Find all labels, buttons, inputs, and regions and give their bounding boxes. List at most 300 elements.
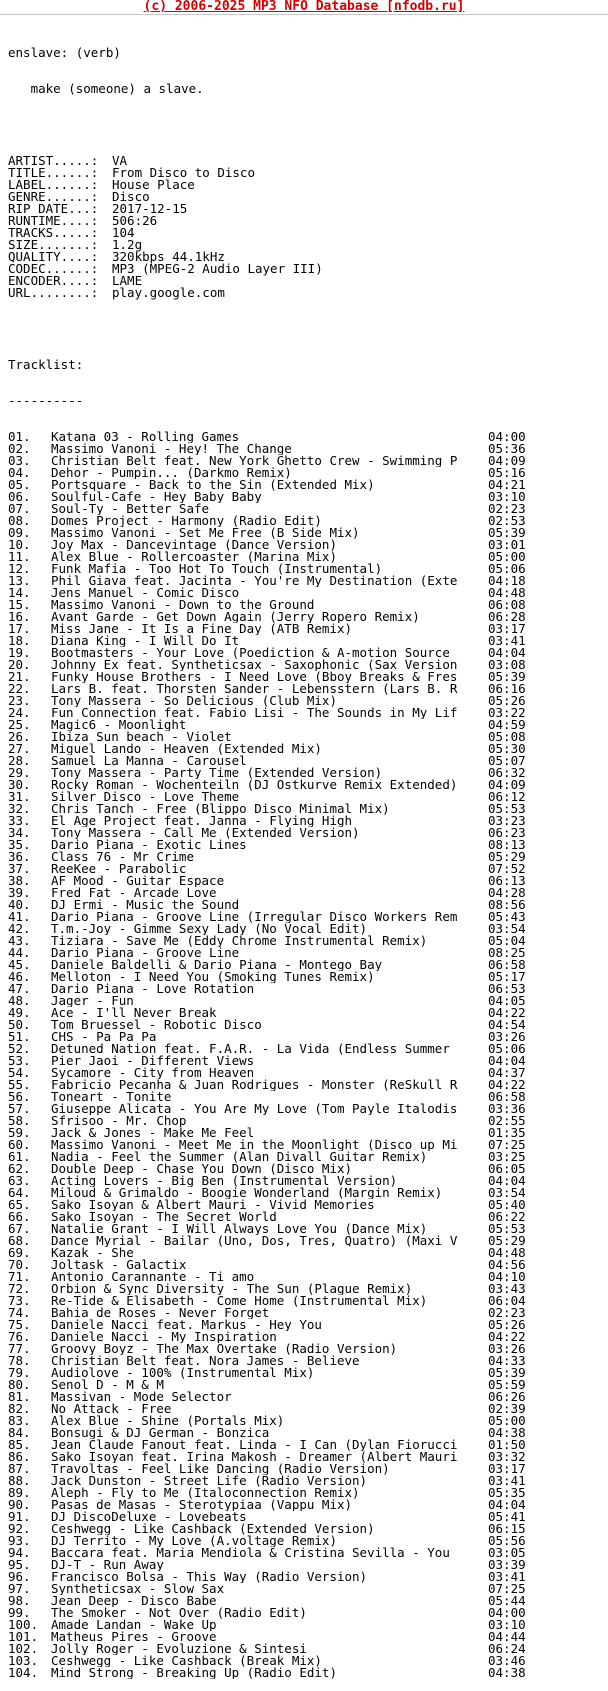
track-row xyxy=(8,1655,603,1667)
track-duration: 05:59 xyxy=(488,1377,526,1392)
track-duration: 04:21 xyxy=(488,477,526,492)
track-number: 33. xyxy=(8,813,31,828)
track-number: 86. xyxy=(8,1449,31,1464)
track-duration: 06:23 xyxy=(488,825,526,840)
track-title: El Age Project feat. Janna - Flying High xyxy=(51,815,353,827)
track-row xyxy=(8,1547,603,1559)
info-field-key: URL........: xyxy=(8,285,99,300)
track-title: Sako Isoyan - The Secret World xyxy=(51,1211,277,1223)
tracklist-heading: Tracklist: xyxy=(8,359,84,371)
track-number: 54. xyxy=(8,1065,31,1080)
track-number: 10. xyxy=(8,537,31,552)
track-number: 22. xyxy=(8,681,31,696)
track-number: 85. xyxy=(8,1437,31,1452)
track-title: Tony Massera - So Delicious (Club Mix) xyxy=(51,695,337,707)
track-title: Re-Tide & Elisabeth - Come Home (Instrumental Mix) xyxy=(51,1295,428,1307)
track-duration: 08:13 xyxy=(488,837,526,852)
site-header-link[interactable]: (c) 2006-2025 MP3 NFO Database [nfodb.ru] xyxy=(0,0,608,15)
track-duration: 05:29 xyxy=(488,1233,526,1248)
track-title: Tiziara - Save Me (Eddy Chrome Instrumental Remix) xyxy=(51,935,428,947)
track-number: 44. xyxy=(8,945,31,960)
track-duration: 04:04 xyxy=(488,645,526,660)
track-duration: 03:46 xyxy=(488,1653,526,1668)
track-title: Miguel Lando - Heaven (Extended Mix) xyxy=(51,743,322,755)
track-number: 06. xyxy=(8,489,31,504)
track-title: Bonsugi & DJ German - Bonzica xyxy=(51,1427,270,1439)
track-duration: 08:56 xyxy=(488,897,526,912)
track-title: Ace - I'll Never Break xyxy=(51,1007,217,1019)
track-duration: 02:55 xyxy=(488,1113,526,1128)
track-row xyxy=(8,1535,603,1547)
track-duration: 05:30 xyxy=(488,741,526,756)
track-title: ReeKee - Parabolic xyxy=(51,863,187,875)
track-duration: 04:38 xyxy=(488,1665,526,1680)
info-field-value: 1.2g xyxy=(112,237,143,252)
track-number: 37. xyxy=(8,861,31,876)
definition-meaning: make (someone) a slave. xyxy=(8,83,204,95)
track-number: 82. xyxy=(8,1401,31,1416)
track-number: 13. xyxy=(8,573,31,588)
track-number: 67. xyxy=(8,1221,31,1236)
track-number: 55. xyxy=(8,1077,31,1092)
track-title: Chris Tanch - Free (Blippo Disco Minimal Mix) xyxy=(51,803,390,815)
track-duration: 03:26 xyxy=(488,1341,526,1356)
track-title: Miss Jane - It Is a Fine Day (ATB Remix) xyxy=(51,623,353,635)
track-title: Massivan - Mode Selector xyxy=(51,1391,232,1403)
track-number: 102. xyxy=(8,1641,39,1656)
track-duration: 06:08 xyxy=(488,597,526,612)
track-duration: 03:41 xyxy=(488,1473,526,1488)
track-number: 23. xyxy=(8,693,31,708)
info-field-value: House Place xyxy=(112,177,195,192)
track-number: 77. xyxy=(8,1341,31,1356)
track-title: Francisco Bolsa - This Way (Radio Version) xyxy=(51,1571,368,1583)
track-duration: 04:48 xyxy=(488,1245,526,1260)
track-title: Dehor - Pumpin... (Darkmo Remix) xyxy=(51,467,292,479)
track-number: 97. xyxy=(8,1581,31,1596)
track-title: DJ Territo - My Love (A.voltage Remix) xyxy=(51,1535,337,1547)
track-number: 73. xyxy=(8,1293,31,1308)
track-title: Daniele Nacci feat. Markus - Hey You xyxy=(51,1319,322,1331)
info-field-key: GENRE......: xyxy=(8,189,99,204)
track-number: 21. xyxy=(8,669,31,684)
track-duration: 06:53 xyxy=(488,981,526,996)
track-title: AF Mood - Guitar Espace xyxy=(51,875,225,887)
track-number: 88. xyxy=(8,1473,31,1488)
track-number: 68. xyxy=(8,1233,31,1248)
track-duration: 04:48 xyxy=(488,585,526,600)
track-number: 18. xyxy=(8,633,31,648)
info-field-key: TRACKS.....: xyxy=(8,225,99,240)
track-number: 72. xyxy=(8,1281,31,1296)
track-number: 15. xyxy=(8,597,31,612)
track-title: Jean Deep - Disco Babe xyxy=(51,1595,217,1607)
track-title: Pier Jaoi - Different Views xyxy=(51,1055,255,1067)
track-duration: 05:08 xyxy=(488,729,526,744)
track-number: 71. xyxy=(8,1269,31,1284)
track-number: 32. xyxy=(8,801,31,816)
track-row xyxy=(8,1667,603,1679)
track-row xyxy=(8,1631,603,1643)
track-title: Massimo Vanoni - Hey! The Change xyxy=(51,443,292,455)
track-number: 103. xyxy=(8,1653,39,1668)
track-title: CHS - Pa Pa Pa xyxy=(51,1031,157,1043)
track-title: Jolly Roger - Evoluzione & Sintesi xyxy=(51,1643,307,1655)
track-duration: 03:26 xyxy=(488,1029,526,1044)
track-number: 16. xyxy=(8,609,31,624)
info-field-value: 506:26 xyxy=(112,213,158,228)
track-duration: 05:43 xyxy=(488,909,526,924)
track-duration: 03:05 xyxy=(488,1545,526,1560)
track-duration: 06:12 xyxy=(488,789,526,804)
track-number: 93. xyxy=(8,1533,31,1548)
track-number: 76. xyxy=(8,1329,31,1344)
track-number: 38. xyxy=(8,873,31,888)
track-number: 100. xyxy=(8,1617,39,1632)
track-title: DJ DiscoDeluxe - Lovebeats xyxy=(51,1511,247,1523)
track-duration: 04:22 xyxy=(488,1005,526,1020)
track-number: 46. xyxy=(8,969,31,984)
track-duration: 06:16 xyxy=(488,681,526,696)
track-duration: 04:38 xyxy=(488,1425,526,1440)
track-number: 79. xyxy=(8,1365,31,1380)
track-number: 09. xyxy=(8,525,31,540)
track-title: Detuned Nation feat. F.A.R. - La Vida (Endless Summer xyxy=(51,1043,450,1055)
track-title: Massimo Vanoni - Set Me Free (B Side Mix) xyxy=(51,527,360,539)
info-field-key: SIZE.......: xyxy=(8,237,99,252)
track-title: Christian Belt feat. Nora James - Believe xyxy=(51,1355,360,1367)
track-number: 27. xyxy=(8,741,31,756)
track-title: Christian Belt feat. New York Ghetto Crew - Swimming P xyxy=(51,455,458,467)
track-title: Amade Landan - Wake Up xyxy=(51,1619,217,1631)
track-duration: 03:41 xyxy=(488,1569,526,1584)
track-title: Melloton - I Need You (Smoking Tunes Remix) xyxy=(51,971,375,983)
track-title: Alex Blue - Shine (Portals Mix) xyxy=(51,1415,285,1427)
track-duration: 05:07 xyxy=(488,753,526,768)
track-title: Daniele Baldelli & Dario Piana - Montego Bay xyxy=(51,959,383,971)
track-duration: 06:58 xyxy=(488,957,526,972)
track-number: 42. xyxy=(8,921,31,936)
track-title: Kazak - She xyxy=(51,1247,134,1259)
track-number: 41. xyxy=(8,909,31,924)
track-duration: 05:17 xyxy=(488,969,526,984)
info-field-key: TITLE......: xyxy=(8,165,99,180)
track-title: Katana 03 - Rolling Games xyxy=(51,431,240,443)
track-title: Jack Dunston - Street Life (Radio Version) xyxy=(51,1475,368,1487)
track-title: Bootmasters - Your Love (Poediction & A-motion Source xyxy=(51,647,450,659)
track-number: 60. xyxy=(8,1137,31,1152)
track-number: 30. xyxy=(8,777,31,792)
info-field-value: play.google.com xyxy=(112,285,225,300)
track-number: 34. xyxy=(8,825,31,840)
track-title: Tony Massera - Call Me (Extended Version) xyxy=(51,827,360,839)
track-title: Funky House Brothers - I Need Love (Bboy Breaks & Fres xyxy=(51,671,458,683)
track-number: 84. xyxy=(8,1425,31,1440)
track-duration: 04:22 xyxy=(488,1077,526,1092)
track-title: Syntheticsax - Slow Sax xyxy=(51,1583,225,1595)
track-number: 78. xyxy=(8,1353,31,1368)
track-title: Dario Piana - Groove Line xyxy=(51,947,240,959)
info-field xyxy=(8,287,603,299)
track-title: Silver Disco - Love Theme xyxy=(51,791,240,803)
track-number: 11. xyxy=(8,549,31,564)
track-duration: 05:04 xyxy=(488,933,526,948)
track-number: 53. xyxy=(8,1053,31,1068)
track-duration: 06:13 xyxy=(488,873,526,888)
track-title: Tom Bruessel - Robotic Disco xyxy=(51,1019,262,1031)
track-number: 12. xyxy=(8,561,31,576)
tracklist-underline: ---------- xyxy=(8,395,84,407)
track-duration: 04:22 xyxy=(488,1329,526,1344)
track-title: Sfrisoo - Mr. Chop xyxy=(51,1115,187,1127)
release-info xyxy=(8,155,603,299)
track-duration: 04:04 xyxy=(488,1497,526,1512)
track-number: 92. xyxy=(8,1521,31,1536)
track-number: 87. xyxy=(8,1461,31,1476)
info-field-key: QUALITY....: xyxy=(8,249,99,264)
track-title: Soul-Ty - Better Safe xyxy=(51,503,210,515)
track-duration: 04:56 xyxy=(488,1257,526,1272)
track-duration: 04:28 xyxy=(488,885,526,900)
track-duration: 05:53 xyxy=(488,801,526,816)
track-title: Double Deep - Chase You Down (Disco Mix) xyxy=(51,1163,353,1175)
track-title: Sycamore - City from Heaven xyxy=(51,1067,255,1079)
track-duration: 02:39 xyxy=(488,1401,526,1416)
track-number: 49. xyxy=(8,1005,31,1020)
blank-line xyxy=(8,119,603,131)
track-duration: 06:26 xyxy=(488,1389,526,1404)
track-number: 40. xyxy=(8,897,31,912)
track-duration: 03:32 xyxy=(488,1449,526,1464)
track-title: Joy Max - Dancevintage (Dance Version) xyxy=(51,539,337,551)
track-duration: 06:32 xyxy=(488,765,526,780)
track-number: 04. xyxy=(8,465,31,480)
track-duration: 04:04 xyxy=(488,1053,526,1068)
track-title: Dance Myrial - Bailar (Uno, Dos, Tres, Quatro) (Maxi V xyxy=(51,1235,458,1247)
track-title: Massimo Vanoni - Down to the Ground xyxy=(51,599,315,611)
track-title: Ceshwegg - Like Cashback (Extended Version) xyxy=(51,1523,375,1535)
track-number: 35. xyxy=(8,837,31,852)
track-number: 31. xyxy=(8,789,31,804)
track-number: 101. xyxy=(8,1629,39,1644)
track-duration: 06:05 xyxy=(488,1161,526,1176)
track-number: 90. xyxy=(8,1497,31,1512)
info-field-value: From Disco to Disco xyxy=(112,165,255,180)
track-duration: 05:39 xyxy=(488,1365,526,1380)
track-duration: 03:10 xyxy=(488,1617,526,1632)
track-title: Rocky Roman - Wochenteiln (DJ Ostkurve Remix Extended) xyxy=(51,779,458,791)
track-duration: 01:35 xyxy=(488,1125,526,1140)
track-title: Lars B. feat. Thorsten Sander - Lebensstern (Lars B. R xyxy=(51,683,458,695)
track-title: Daniele Nacci - My Inspiration xyxy=(51,1331,277,1343)
info-field-key: CODEC......: xyxy=(8,261,99,276)
track-duration: 04:00 xyxy=(488,429,526,444)
track-duration: 05:39 xyxy=(488,669,526,684)
track-title: DJ Ermi - Music the Sound xyxy=(51,899,240,911)
track-duration: 03:25 xyxy=(488,1149,526,1164)
info-field-key: RUNTIME....: xyxy=(8,213,99,228)
track-number: 25. xyxy=(8,717,31,732)
track-duration: 08:25 xyxy=(488,945,526,960)
track-duration: 03:17 xyxy=(488,621,526,636)
track-title: Orbion & Sync Diversity - The Sun (Plague Remix) xyxy=(51,1283,413,1295)
track-number: 80. xyxy=(8,1377,31,1392)
track-title: Domes Project - Harmony (Radio Edit) xyxy=(51,515,322,527)
track-duration: 06:04 xyxy=(488,1293,526,1308)
track-number: 51. xyxy=(8,1029,31,1044)
track-duration: 02:23 xyxy=(488,501,526,516)
track-row xyxy=(8,1559,603,1571)
track-title: Antonio Carannante - Ti amo xyxy=(51,1271,255,1283)
info-field-key: RIP DATE...: xyxy=(8,201,99,216)
track-duration: 03:39 xyxy=(488,1557,526,1572)
track-number: 36. xyxy=(8,849,31,864)
track-title: Joltask - Galactix xyxy=(51,1259,187,1271)
track-duration: 06:24 xyxy=(488,1641,526,1656)
track-number: 63. xyxy=(8,1173,31,1188)
track-title: Miloud & Grimaldo - Boogie Wonderland (Margin Remix) xyxy=(51,1187,443,1199)
track-duration: 03:36 xyxy=(488,1101,526,1116)
track-duration: 04:59 xyxy=(488,717,526,732)
track-title: Natalie Grant - I Will Always Love You (Dance Mix) xyxy=(51,1223,428,1235)
track-title: Travoltas - Feel Like Dancing (Radio Version) xyxy=(51,1463,390,1475)
track-duration: 07:52 xyxy=(488,861,526,876)
track-title: No Attack - Free xyxy=(51,1403,172,1415)
track-title: Baccara feat. Maria Mendiola & Cristina Sevilla - You xyxy=(51,1547,450,1559)
track-number: 26. xyxy=(8,729,31,744)
track-title: Samuel La Manna - Carousel xyxy=(51,755,247,767)
track-title: Mind Strong - Breaking Up (Radio Edit) xyxy=(51,1667,337,1679)
track-duration: 05:06 xyxy=(488,561,526,576)
track-number: 98. xyxy=(8,1593,31,1608)
track-duration: 02:53 xyxy=(488,513,526,528)
info-field-value: MP3 (MPEG-2 Audio Layer III) xyxy=(112,261,323,276)
track-title: T.m.-Joy - Gimme Sexy Lady (No Vocal Edit) xyxy=(51,923,368,935)
track-duration: 06:28 xyxy=(488,609,526,624)
track-duration: 05:35 xyxy=(488,1485,526,1500)
track-number: 99. xyxy=(8,1605,31,1620)
track-number: 96. xyxy=(8,1569,31,1584)
info-field-key: ENCODER....: xyxy=(8,273,99,288)
track-number: 52. xyxy=(8,1041,31,1056)
track-number: 83. xyxy=(8,1413,31,1428)
track-duration: 07:25 xyxy=(488,1581,526,1596)
track-title: Jean Claude Fanout feat. Linda - I Can (Dylan Fiorucci xyxy=(51,1439,458,1451)
blank-line xyxy=(8,323,603,335)
track-title: Jens Manuel - Comic Disco xyxy=(51,587,240,599)
track-number: 61. xyxy=(8,1149,31,1164)
track-duration: 03:01 xyxy=(488,537,526,552)
track-number: 66. xyxy=(8,1209,31,1224)
track-title: Soulful-Cafe - Hey Baby Baby xyxy=(51,491,262,503)
info-field-key: ARTIST.....: xyxy=(8,153,99,168)
track-title: Jack & Jones - Make Me Feel xyxy=(51,1127,255,1139)
track-duration: 02:23 xyxy=(488,1305,526,1320)
track-duration: 04:05 xyxy=(488,993,526,1008)
track-title: Fred Fat - Arcade Love xyxy=(51,887,217,899)
track-title: Fun Connection feat. Fabio Lisi - The Sounds in My Lif xyxy=(51,707,458,719)
track-number: 24. xyxy=(8,705,31,720)
track-duration: 04:54 xyxy=(488,1017,526,1032)
track-number: 95. xyxy=(8,1557,31,1572)
track-title: Dario Piana - Groove Line (Irregular Disco Workers Rem xyxy=(51,911,458,923)
track-title: Giuseppe Alicata - You Are My Love (Tom Payle Italodis xyxy=(51,1103,458,1115)
track-duration: 05:26 xyxy=(488,693,526,708)
info-field-value: LAME xyxy=(112,273,143,288)
track-duration: 06:22 xyxy=(488,1209,526,1224)
track-number: 62. xyxy=(8,1161,31,1176)
track-title: Senol D - M & M xyxy=(51,1379,164,1391)
track-title: DJ-T - Run Away xyxy=(51,1559,164,1571)
info-field-value: 320kbps 44.1kHz xyxy=(112,249,225,264)
track-number: 29. xyxy=(8,765,31,780)
track-duration: 03:23 xyxy=(488,813,526,828)
track-duration: 03:54 xyxy=(488,921,526,936)
track-number: 45. xyxy=(8,957,31,972)
track-title: Bahia de Roses - Never Forget xyxy=(51,1307,270,1319)
track-number: 59. xyxy=(8,1125,31,1140)
track-title: Ceshwegg - Like Cashback (Break Mix) xyxy=(51,1655,322,1667)
track-duration: 05:00 xyxy=(488,1413,526,1428)
track-number: 07. xyxy=(8,501,31,516)
track-number: 48. xyxy=(8,993,31,1008)
track-duration: 05:29 xyxy=(488,849,526,864)
track-duration: 04:44 xyxy=(488,1629,526,1644)
track-duration: 05:56 xyxy=(488,1533,526,1548)
track-title: Tony Massera - Party Time (Extended Version) xyxy=(51,767,383,779)
track-duration: 03:43 xyxy=(488,1281,526,1296)
info-field-key: LABEL......: xyxy=(8,177,99,192)
track-number: 56. xyxy=(8,1089,31,1104)
track-number: 43. xyxy=(8,933,31,948)
track-duration: 03:41 xyxy=(488,633,526,648)
tracklist xyxy=(8,431,603,1679)
track-number: 81. xyxy=(8,1389,31,1404)
track-duration: 03:08 xyxy=(488,657,526,672)
track-duration: 01:50 xyxy=(488,1437,526,1452)
track-title: Fabricio Pecanha & Juan Rodrigues - Monster (ReSkull R xyxy=(51,1079,458,1091)
track-number: 65. xyxy=(8,1197,31,1212)
track-number: 57. xyxy=(8,1101,31,1116)
track-number: 19. xyxy=(8,645,31,660)
track-title: The Smoker - Not Over (Radio Edit) xyxy=(51,1607,307,1619)
track-number: 70. xyxy=(8,1257,31,1272)
track-duration: 05:00 xyxy=(488,549,526,564)
track-duration: 04:10 xyxy=(488,1269,526,1284)
track-number: 104. xyxy=(8,1665,39,1680)
track-number: 39. xyxy=(8,885,31,900)
info-field-value: VA xyxy=(112,153,128,168)
track-number: 74. xyxy=(8,1305,31,1320)
track-title: Matheus Pires - Groove xyxy=(51,1631,217,1643)
track-number: 58. xyxy=(8,1113,31,1128)
track-row xyxy=(8,1619,603,1631)
track-duration: 06:15 xyxy=(488,1521,526,1536)
track-title: Class 76 - Mr Crime xyxy=(51,851,194,863)
track-number: 64. xyxy=(8,1185,31,1200)
track-number: 02. xyxy=(8,441,31,456)
track-number: 20. xyxy=(8,657,31,672)
track-number: 17. xyxy=(8,621,31,636)
track-duration: 07:25 xyxy=(488,1137,526,1152)
track-duration: 04:04 xyxy=(488,1173,526,1188)
track-title: Diana King - I Will Do It xyxy=(51,635,240,647)
track-title: Portsquare - Back to the Sin (Extended Mix) xyxy=(51,479,375,491)
track-duration: 05:16 xyxy=(488,465,526,480)
track-number: 91. xyxy=(8,1509,31,1524)
track-number: 75. xyxy=(8,1317,31,1332)
track-title: Dario Piana - Exotic Lines xyxy=(51,839,247,851)
